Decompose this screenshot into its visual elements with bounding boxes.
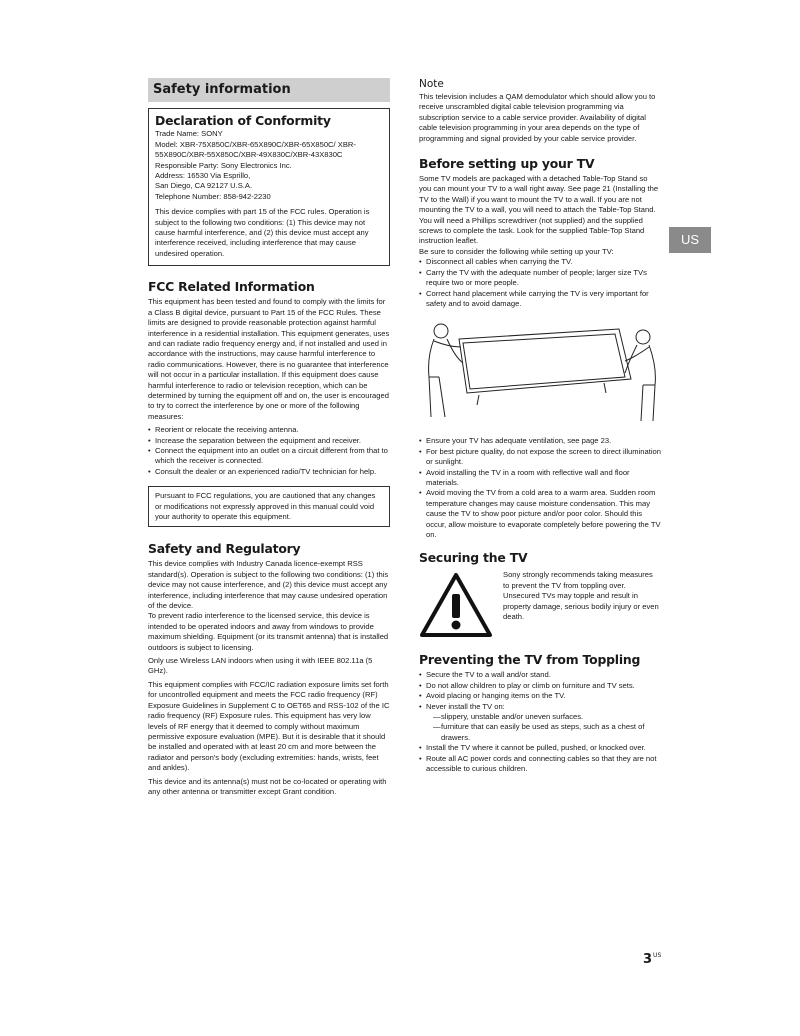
list-item: • Disconnect all cables when carrying the TV. (419, 257, 661, 267)
conformity-line: San Diego, CA 92127 U.S.A. (155, 181, 253, 191)
note-paragraph: This television includes a QAM demodulator which should allow you to receive unscrambled digital cable television programming via subscription service to a cable service provider. Availability of digital cable television programming in your area depends on the type of programming and signal provided by your cable service provider. (419, 92, 656, 143)
conformity-line: Telephone Number: 858-942-2230 (155, 191, 271, 201)
securing-title: Securing the TV (419, 550, 528, 566)
list-item: • For best picture quality, do not expose the screen to direct illumination or sunlight. (419, 447, 661, 468)
regulatory-paragraph: Only use Wireless LAN indoors when using it with IEEE 802.11a (5 GHz). (148, 656, 373, 676)
fcc-measures-list (148, 425, 390, 477)
sub-list (426, 712, 661, 743)
securing-paragraph: Sony strongly recommends taking measures to prevent the TV from toppling over. (503, 570, 653, 590)
securing-paragraph: Unsecured TVs may topple and result in property damage, serious bodily injury or even death. (503, 591, 659, 621)
regulatory-title: Safety and Regulatory (148, 541, 301, 557)
list-item: • Ensure your TV has adequate ventilation, see page 23. (419, 436, 661, 446)
list-item: • Do not allow children to play or climb on furniture and TV sets. (419, 681, 661, 691)
carry-list (419, 257, 661, 309)
before-setup-title: Before setting up your TV (419, 156, 595, 172)
page-number (643, 952, 661, 967)
conformity-fcc-para: This device complies with part 15 of the FCC rules. Operation is subject to the following two conditions: (1) This device may not cause harmful interference, and (2) this device must accept any interference received, including interference that may cause undesired operation. (155, 207, 370, 258)
list-item: • Reorient or relocate the receiving antenna. (148, 425, 390, 435)
page-number-value: 3 (643, 952, 653, 967)
note-title: Note (419, 78, 444, 90)
list-item: • Avoid installing the TV in a room with reflective wall and floor materials. (419, 468, 661, 489)
list-item: • Route all AC power cords and connecting cables so that they are not accessible to curious children. (419, 754, 661, 775)
conformity-title: Declaration of Conformity (155, 113, 331, 128)
regulatory-paragraph: To prevent radio interference to the licensed service, this device is intended to be operated indoors and away from windows to provide maximum shielding. Equipment (or its transmit antenna) that is installed outdoors is subject to licensing. (148, 611, 389, 652)
list-item: • Carry the TV with the adequate number of people; larger size TVs require two or more people. (419, 268, 661, 289)
right-column (419, 78, 661, 774)
fcc-caution-text: Pursuant to FCC regulations, you are cautioned that any changes or modifications not expressly approved in this manual could void your authority to operate this equipment. (155, 491, 376, 521)
before-setup-lead: Be sure to consider the following while setting up your TV: (419, 246, 614, 256)
list-item (419, 702, 661, 744)
conformity-box (148, 108, 390, 266)
conformity-line: Responsible Party: Sony Electronics Inc. (155, 160, 292, 170)
fcc-paragraph: This equipment has been tested and found to comply with the limits for a Class B digital device, pursuant to Part 15 of the FCC Rules. These limits are designed to provide reasonable protection against harmful interference in a residential installation. This equipment generates, uses and can radiate radio frequency energy and, if not installed and used in accordance with the instructions, may cause harmful interference to radio communications. However, there is no guarantee that interference will not occur in a particular installation. If this equipment does cause harmful interference to radio or television reception, which can be determined by turning the equipment off and on, the user is encouraged to try to correct the interference by one or more of the following measures: (148, 297, 390, 421)
left-column (148, 78, 390, 800)
region-tab: US (669, 227, 711, 253)
page-number-suffix: US (653, 952, 662, 959)
fcc-caution-box (148, 486, 390, 527)
sub-list-item: — slippery, unstable and/or uneven surfaces. (433, 712, 661, 722)
list-item: • Consult the dealer or an experienced radio/TV technician for help. (148, 467, 390, 477)
list-item: • Avoid moving the TV from a cold area to a warm area. Sudden room temperature changes may cause moisture condensation. This may cause the TV to show poor picture and/or poor color. Should this occur, allow moisture to evaporate completely before powering the TV on. (419, 488, 661, 540)
conformity-line: Trade Name: SONY (155, 129, 223, 139)
list-item: • Correct hand placement while carrying the TV is very important for safety and to avoid damage. (419, 289, 661, 310)
before-setup-paragraph: Some TV models are packaged with a detached Table-Top Stand so you can mount your TV to a wall right away. See page 21 (Installing the TV to the Wall) if you want to mount the TV to a wall. If you are not mounting the TV to a wall, you will need to attach the Table-Top Stand. You will need a Phillips screwdriver (not supplied) and the supplied screws to complete the task. Look for the supplied Table-Top Stand instruction leaflet. (419, 174, 659, 246)
conformity-line: Model: XBR-75X850C/XBR-65X890C/XBR-65X850C/ XBR-55X890C/XBR-55X850C/XBR-49X830C/XBR-43X830C (155, 139, 356, 160)
section-band-title: Safety information (148, 78, 390, 102)
warning-triangle-icon (419, 572, 493, 638)
fcc-title: FCC Related Information (148, 279, 315, 295)
regulatory-paragraph: This device complies with Industry Canada licence-exempt RSS standard(s). Operation is subject to the following two conditions: (1) this device may not cause interference, and (2) this device must accept any interference, including interference that may cause undesired operation of the device. (148, 559, 389, 611)
list-item-text: Never install the TV on: (426, 701, 505, 711)
list-item: • Secure the TV to a wall and/or stand. (419, 670, 661, 680)
conformity-line: Address: 16530 Via Esprillo, (155, 171, 251, 181)
list-item: • Increase the separation between the equipment and receiver. (148, 436, 390, 446)
sub-list-item: — furniture that can easily be used as steps, such as a chest of drawers. (433, 722, 661, 743)
regulatory-paragraph: This equipment complies with FCC/IC radiation exposure limits set forth for uncontrolled equipment and meets the FCC radio frequency (RF) Exposure Guidelines in Supplement C to OET65 and RSS-102 of the IC radio frequency (RF) Exposure rules. This equipment has very low levels of RF energy that it deemed to comply without maximum permissive exposure evaluation (MPE). But it is desirable that it should be installed and operated with at least 20 cm and more between the radiator and person's body (excluding extremities: hands, wrists, feet and ankles). (148, 679, 390, 773)
toppling-title: Preventing the TV from Toppling (419, 652, 641, 668)
list-item: • Avoid placing or hanging items on the TV. (419, 691, 661, 701)
carry-tv-illustration (419, 317, 661, 427)
regulatory-paragraph: This device and its antenna(s) must not be co-located or operating with any other antenna or transmitter except Grant condition. (148, 776, 387, 796)
list-item: • Connect the equipment into an outlet on a circuit different from that to which the receiver is connected. (148, 446, 390, 467)
placement-list (419, 436, 661, 540)
toppling-list (419, 670, 661, 774)
list-item: • Install the TV where it cannot be pulled, pushed, or knocked over. (419, 743, 661, 753)
